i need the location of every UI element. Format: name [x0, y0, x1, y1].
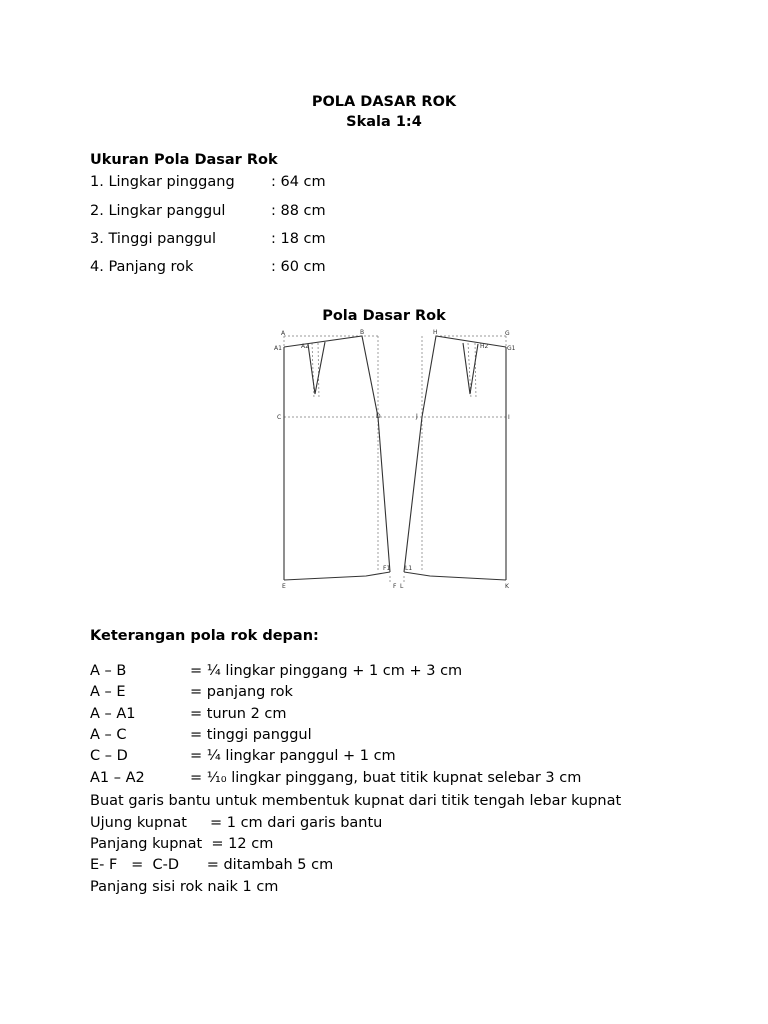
keterangan-formula: = ¼ lingkar pinggang + 1 cm + 3 cm — [190, 663, 463, 679]
point-label-d: D — [376, 413, 381, 420]
point-label-a2: A2 — [301, 343, 309, 350]
point-label-f1: F1 — [383, 565, 391, 572]
point-label-h2: H2 — [480, 343, 489, 350]
back-pattern-outline — [404, 336, 506, 580]
keterangan-code: C – D — [90, 748, 128, 764]
keterangan-code: A – A1 — [90, 706, 136, 722]
point-label-c: C — [277, 414, 282, 421]
instruction-line: E- F = C-D = ditambah 5 cm — [90, 857, 334, 873]
keterangan-formula: = ⅒ lingkar pinggang, buat titik kupnat selebar 3 cm — [190, 770, 582, 786]
keterangan-code: A1 – A2 — [90, 770, 145, 786]
point-label-l: L — [400, 583, 404, 590]
figure-title: Pola Dasar Rok — [322, 308, 446, 324]
point-label-a1: A1 — [274, 345, 282, 352]
front-pattern-outline — [284, 336, 390, 580]
point-label-g1: G1 — [507, 345, 516, 352]
guide-lines — [284, 336, 506, 582]
measurement-value: : 64 cm — [271, 174, 326, 190]
instruction-line: Ujung kupnat = 1 cm dari garis bantu — [90, 815, 383, 831]
keterangan-formula: = panjang rok — [190, 684, 293, 700]
measurement-label: 2. Lingkar panggul — [90, 203, 226, 219]
instruction-line: Panjang kupnat = 12 cm — [90, 836, 274, 852]
scale-label: Skala 1:4 — [346, 114, 422, 130]
keterangan-code: A – E — [90, 684, 126, 700]
point-label-g: G — [505, 330, 510, 337]
point-label-b: B — [360, 329, 365, 336]
point-label-j: J — [416, 413, 418, 420]
measurements-heading: Ukuran Pola Dasar Rok — [90, 152, 278, 168]
keterangan-formula: = ¼ lingkar panggul + 1 cm — [190, 748, 396, 764]
point-label-a: A — [281, 330, 286, 337]
measurement-label: 3. Tinggi panggul — [90, 231, 217, 247]
keterangan-formula: = turun 2 cm — [190, 706, 287, 722]
keterangan-formula: = tinggi panggul — [190, 727, 312, 743]
point-label-l1: L1 — [405, 565, 413, 572]
measurement-label: 1. Lingkar pinggang — [90, 174, 235, 190]
page-title: POLA DASAR ROK — [311, 94, 457, 110]
instruction-line: Buat garis bantu untuk membentuk kupnat dari titik tengah lebar kupnat — [90, 793, 622, 809]
keterangan-code: A – C — [90, 727, 127, 743]
point-label-e: E — [282, 583, 286, 590]
instruction-line: Panjang sisi rok naik 1 cm — [90, 879, 279, 895]
measurement-value: : 88 cm — [271, 203, 326, 219]
measurement-label: 4. Panjang rok — [90, 259, 194, 275]
skirt-pattern-diagram — [270, 326, 520, 594]
point-label-i: I — [508, 414, 510, 421]
keterangan-code: A – B — [90, 663, 127, 679]
point-label-k: K — [505, 583, 509, 590]
measurement-value: : 18 cm — [271, 231, 326, 247]
point-label-f: F — [393, 583, 397, 590]
point-label-h: H — [433, 329, 438, 336]
keterangan-heading: Keterangan pola rok depan: — [90, 628, 319, 644]
measurement-value: : 60 cm — [271, 259, 326, 275]
